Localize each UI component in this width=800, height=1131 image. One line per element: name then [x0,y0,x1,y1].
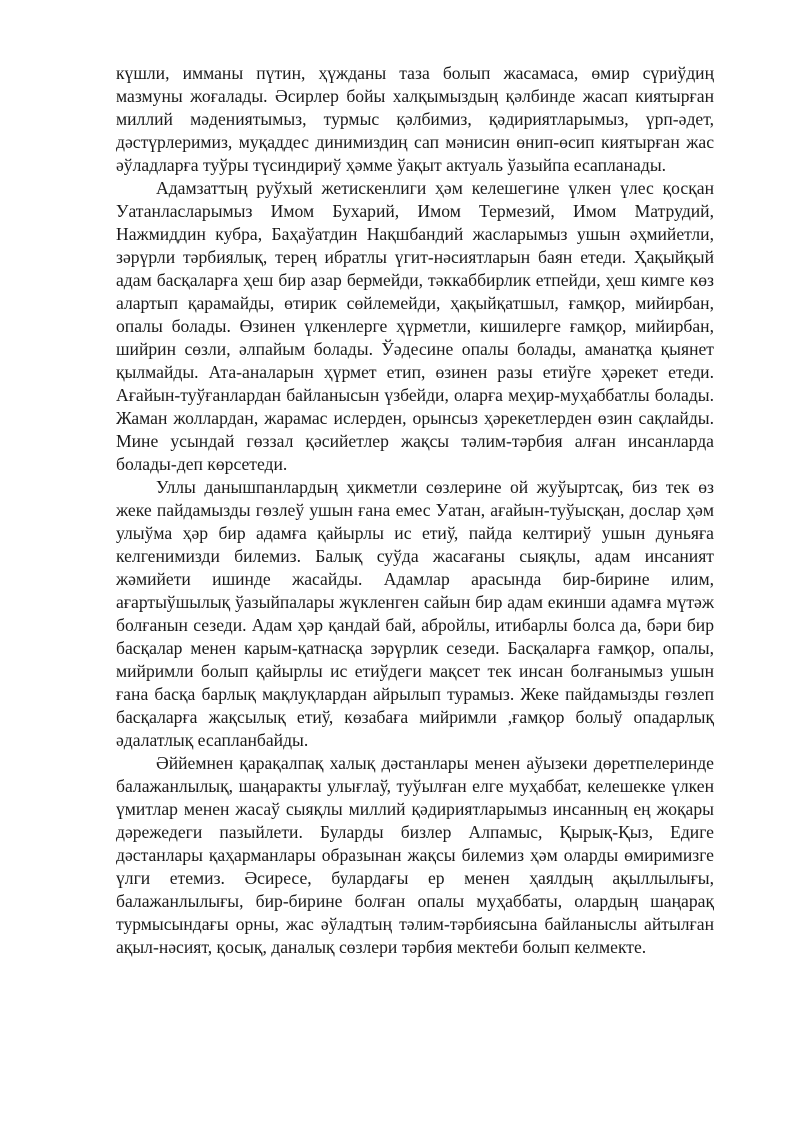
paragraph-1: күшли, имманы пүтин, ҳүжданы таза болып жасамаса, өмир сүриўдиң мазмуны жоғалады. Әсирлер бойы халқымыздың қәлбинде жасап киятырған миллий мәдениятымыз, турмыс қәлбимиз, қәдириятларымыз, үрп-әдет, дәстүрлеримиз, муқаддес динимиздиң сап мәнисин өнип-өсип киятырған жас әўладларға туўры түсиндириў ҳәмме ўақыт актуаль ўазыйпа есапланады. [116,63,714,175]
paragraph-4: Әййемнен қарақалпақ халық дәстанлары менен аўызеки дөретпелеринде балажанлылық, шаңаракты улығлаў, туўылған елге муҳаббат, келешекке үлкен үмитлар менен жасаў сыяқлы миллий қәдириятларымыз инсанның ең жоқары дәрежедеги пазыйлети. Буларды бизлер Алпамыс, Қырық-Қыз, Едиге дәстанлары қаҳарманлары образынан жақсы билемиз ҳәм оларды өмиримизге үлги етемиз. Әсиресе, булардағы ер менен ҳаялдың ақыллылығы, балажанлылығы, бир-бирине болған опалы муҳаббаты, олардың шаңарақ турмысындағы орны, жас әўладтың тәлим-тәрбиясына байланыслы айтылған ақыл-нәсият, қосық, даналық сөзлери тәрбия мектеби болып келмекте. [116,753,714,957]
document-page [116,62,714,959]
paragraph-2: Адамзаттың руўхый жетискенлиги ҳәм келешегине үлкен үлес қосқан Уатанласларымыз Имом Бухарий, Имом Термезий, Имом Матрудий, Нажмиддин кубра, Баҳаўатдин Нақшбандий жасларымыз ушын әҳмийетли, зәрүрли тәрбиялық, терең ибратлы үгит-нәсиятларын баян етеди. Ҳақыйқый адам басқаларға ҳеш бир азар бермейди, тәккаббирлик етпейди, ҳеш кимге көз алартып қарамайды, өтирик сөйлемейди, ҳақыйқатшыл, ғамқор, мийирбан, опалы болады. Өзинен үлкенлерге ҳүрметли, кишилерге ғамқор, мийирбан, шийрин сөзли, әлпайым болады. Ўәдесине опалы болады, аманатқа қыянет қылмайды. Ата-аналарын ҳүрмет етип, өзинен разы етиўге ҳәрекет етеди. Ағайын-туўғанлардан байланысын үзбейди, оларға меҳир-муҳаббатлы болады. Жаман жоллардан, жарамас ислерден, орынсыз ҳәрекетлерден өзин сақлайды. Мине усындай гөззал қәсийетлер жақсы тәлим-тәрбия алған инсанларда болады-деп көрсетеди. [116,178,714,474]
paragraph-3: Уллы данышпанлардың ҳикметли сөзлерине ой жуўыртсақ, биз тек өз жеке пайдамызды гөзлеў ушын ғана емес Уатан, ағайын-туўысқан, дослар ҳәм улыўма ҳәр бир адамға қайырлы ис етиў, пайда келтириў ушын дуньяға келгенимизди билемиз. Балық суўда жасағаны сыяқлы, адам инсаният жәмийети ишинде жасайды. Адамлар арасында бир-бирине илим, ағартыўшылық ўазыйпалары жүкленген сайын бир адам екинши адамға мүтәж болғанын сезеди. Адам ҳәр қандай бай, абройлы, итибарлы болса да, бәри бир басқалар менен карым-қатнасқа зәрүрлик сезеди. Басқаларға ғамқор, опалы, мийримли болып қайырлы ис етиўдеги мақсет тек инсан болғанымыз ушын ғана басқа барлық мақлуқлардан айрылып турамыз. Жеке пайдамызды гөзлеп басқаларға жақсылық етиў, көзабаға мийримли ,ғамқор болыў опадарлық әдалатлық есапланбайды. [116,477,714,750]
